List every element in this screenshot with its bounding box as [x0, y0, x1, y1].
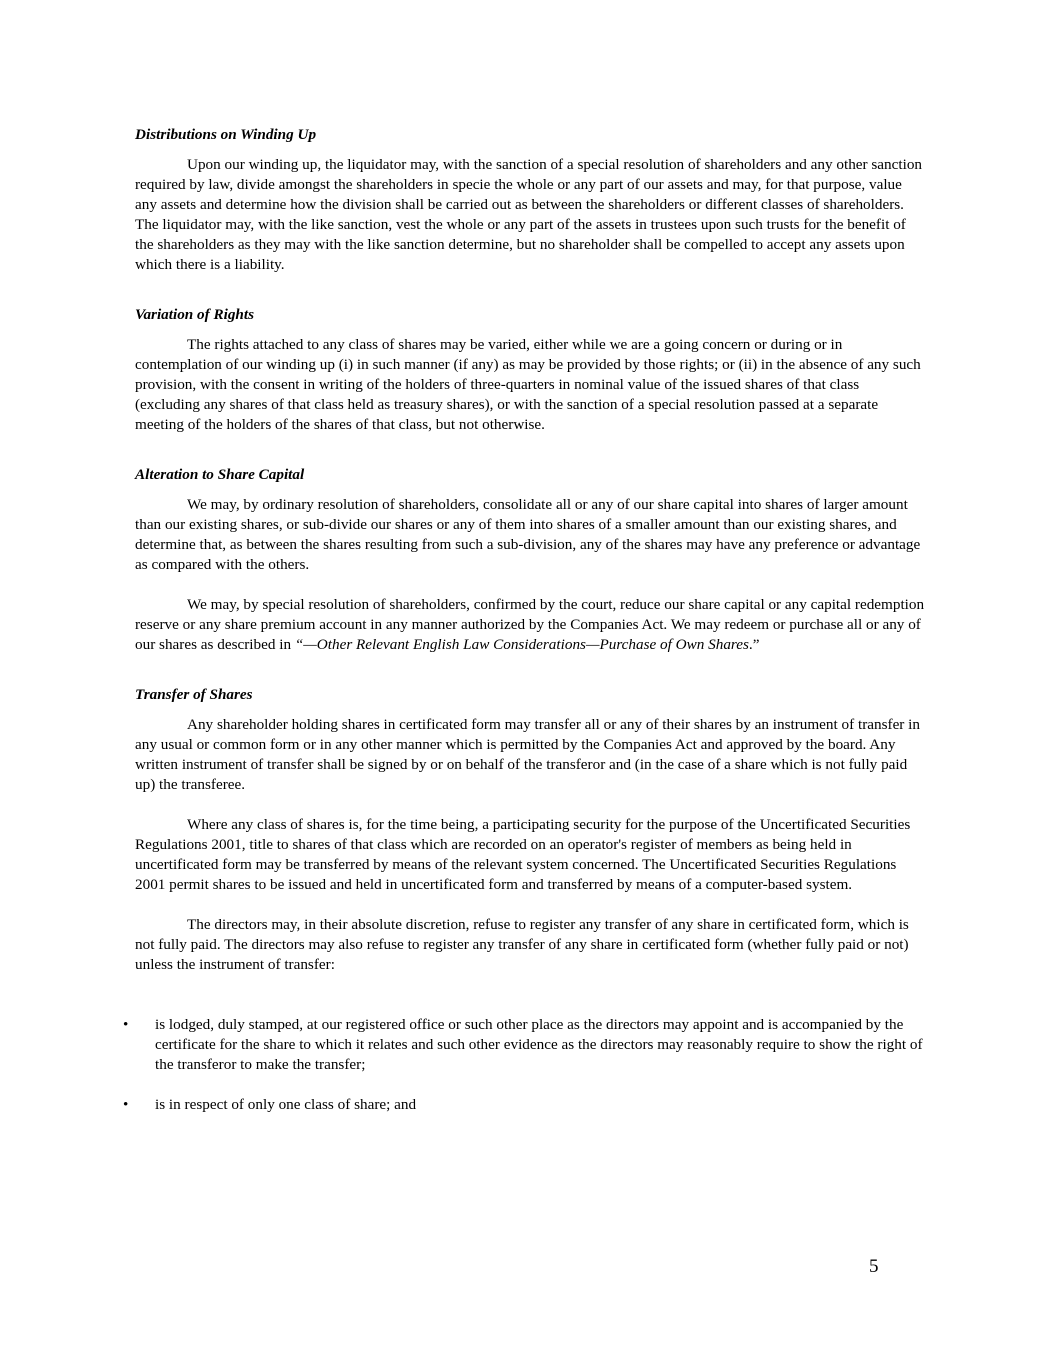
- section-heading-alteration: Alteration to Share Capital: [135, 466, 305, 483]
- cross-reference-link-text: “—Other Relevant English Law Considerations—Purchase of Own Shares: [294, 636, 749, 653]
- section-heading-transfer: Transfer of Shares: [135, 686, 253, 703]
- paragraph-alteration-2: [135, 595, 925, 655]
- paragraph-distributions: Upon our winding up, the liquidator may, with the sanction of a special resolution of shareholders and any other sanction required by law, divide amongst the shareholders in specie the whole or any part of our assets and may, for that purpose, value any assets and determine how the division shall be carried out as between the shareholders or different classes of shareholders. The liquidator may, with the like sanction, vest the whole or any part of the assets in trustees upon such trusts for the benefit of the shareholders as they may with the like sanction determine, but no shareholder shall be compelled to accept any assets upon which there is a liability.: [135, 156, 923, 273]
- paragraph-alteration-2-text: We may, by special resolution of shareholders, confirmed by the court, reduce our share capital or any capital redemption reserve or any share premium account in any manner authorized by the Companies Act. We may redeem or purchase all or any of our shares as described in: [135, 596, 925, 653]
- section-spacer: [135, 275, 925, 305]
- list-item: [123, 1095, 925, 1115]
- list-item-text: is lodged, duly stamped, at our registered office or such other place as the directors may appoint and is accompanied by the certificate for the share to which it relates and such other evidence as the directors may reasonably require to show the right of the transferor to make the transfer;: [155, 1016, 923, 1073]
- paragraph-spacer: [135, 575, 925, 595]
- transfer-conditions-list: [123, 1015, 925, 1115]
- paragraph-transfer-1: Any shareholder holding shares in certificated form may transfer all or any of their shares by an instrument of transfer in any usual or common form or in any other manner which is permitted by the Companies Act and approved by the board. Any written instrument of transfer shall be signed by or on behalf of the transferor and (in the case of a share which is not fully paid up) the transferee.: [135, 716, 920, 793]
- page-content: [123, 125, 925, 1115]
- list-item-text: is in respect of only one class of share; and: [155, 1096, 417, 1113]
- paragraph-alteration-1: We may, by ordinary resolution of shareholders, consolidate all or any of our share capital into shares of larger amount than our existing shares, or sub-divide our shares or any of them into shares of a smaller amount than our existing shares, and determine that, as between the shares resulting from such a sub-division, any of the shares may have any preference or advantage as compared with the others.: [135, 496, 921, 573]
- bullet-icon: •: [123, 1016, 129, 1033]
- section-spacer: [135, 435, 925, 465]
- list-spacer: [135, 975, 925, 1015]
- bullet-icon: •: [123, 1096, 129, 1113]
- list-item: [123, 1015, 925, 1075]
- paragraph-spacer: [135, 895, 925, 915]
- paragraph-variation: The rights attached to any class of shares may be varied, either while we are a going concern or during or in contemplation of our winding up (i) in such manner (if any) as may be provided by those rights; or (ii) in the absence of any such provision, with the consent in writing of the holders of three-quarters in nominal value of the issued shares of that class (excluding any shares of that class held as treasury shares), or with the sanction of a special resolution passed at a separate meeting of the holders of the shares of that class, but not otherwise.: [135, 336, 921, 433]
- section-heading-distributions: Distributions on Winding Up: [135, 126, 317, 143]
- paragraph-transfer-2: Where any class of shares is, for the time being, a participating security for the purpose of the Uncertificated Securities Regulations 2001, title to shares of that class which are recorded on an operator's register of members as being held in uncertificated form may be transferred by means of the relevant system concerned. The Uncertificated Securities Regulations 2001 permit shares to be issued and held in uncertificated form and transferred by means of a computer-based system.: [135, 816, 911, 893]
- page-number: 5: [869, 1256, 879, 1277]
- section-spacer: [135, 655, 925, 685]
- section-heading-variation: Variation of Rights: [135, 306, 255, 323]
- paragraph-alteration-2-end: .”: [748, 636, 760, 653]
- paragraph-spacer: [135, 795, 925, 815]
- list-spacer: [135, 1075, 925, 1095]
- paragraph-transfer-3: The directors may, in their absolute discretion, refuse to register any transfer of any share in certificated form, which is not fully paid. The directors may also refuse to register any transfer of any share in certificated form (whether fully paid or not) unless the instrument of transfer:: [135, 916, 909, 973]
